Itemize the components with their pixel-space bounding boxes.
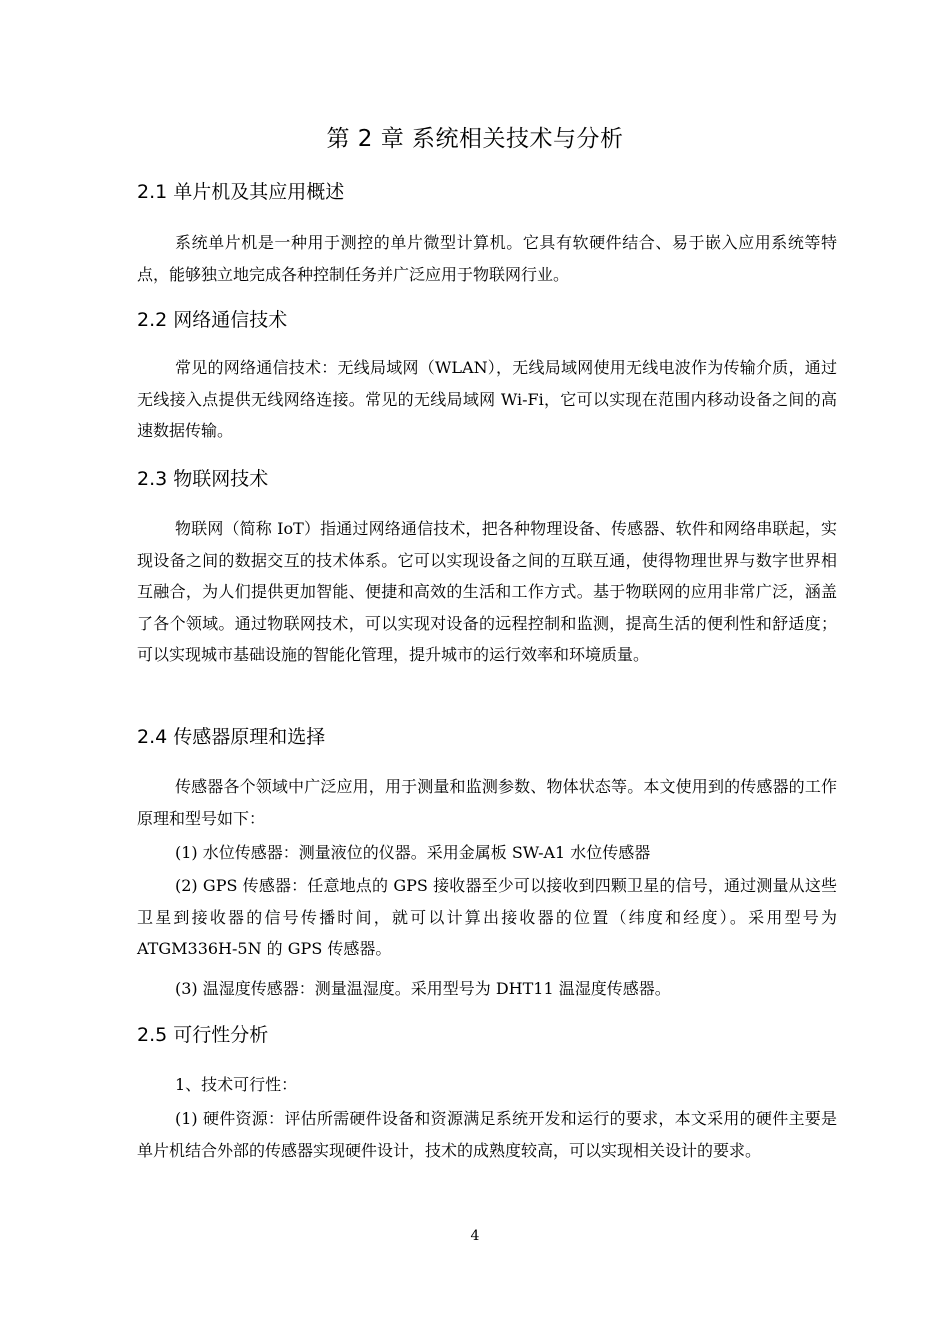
section-heading-2-2: 2.2 网络通信技术 xyxy=(137,309,288,331)
section-heading-2-5: 2.5 可行性分析 xyxy=(137,1024,269,1046)
section-2-4-item-1: (1) 水位传感器：测量液位的仪器。采用金属板 SW-A1 水位传感器 xyxy=(175,843,651,862)
section-2-4-item-3: (3) 温湿度传感器：测量温湿度。采用型号为 DHT11 温湿度传感器。 xyxy=(175,979,671,998)
section-2-4-item-2: (2) GPS 传感器：任意地点的 GPS 接收器至少可以接收到四颗卫星的信号，通过测量从这些卫星到接收器的信号传播时间，就可以计算出接收器的位置（纬度和经度）。采用型号为 ATGM336H-5N 的 GPS 传感器。 xyxy=(137,876,837,958)
section-2-1-paragraph-1: 系统单片机是一种用于测控的单片微型计算机。它具有软硬件结合、易于嵌入应用系统等特点，能够独立地完成各种控制任务并广泛应用于物联网行业。 xyxy=(137,233,837,284)
page-number: 4 xyxy=(470,1228,480,1244)
section-2-2-paragraph-1: 常见的网络通信技术：无线局域网（WLAN），无线局域网使用无线电波作为传输介质，通过无线接入点提供无线网络连接。常见的无线局域网 Wi-Fi，它可以实现在范围内移动设备之间的高速数据传输。 xyxy=(137,358,837,440)
section-2-4-paragraph-1: 传感器各个领域中广泛应用，用于测量和监测参数、物体状态等。本文使用到的传感器的工作原理和型号如下： xyxy=(137,777,837,828)
section-heading-2-3: 2.3 物联网技术 xyxy=(137,468,269,490)
section-heading-2-4: 2.4 传感器原理和选择 xyxy=(137,726,326,748)
section-2-5-item-1: (1) 硬件资源：评估所需硬件设备和资源满足系统开发和运行的要求，本文采用的硬件主要是单片机结合外部的传感器实现硬件设计，技术的成熟度较高，可以实现相关设计的要求。 xyxy=(137,1109,837,1160)
chapter-title: 第 2 章 系统相关技术与分析 xyxy=(326,126,624,152)
section-heading-2-1: 2.1 单片机及其应用概述 xyxy=(137,181,345,203)
section-2-3-paragraph-1: 物联网（简称 IoT）指通过网络通信技术，把各种物理设备、传感器、软件和网络串联起，实现设备之间的数据交互的技术体系。它可以实现设备之间的互联互通，使得物理世界与数字世界相互融合，为人们提供更加智能、便捷和高效的生活和工作方式。基于物联网的应用非常广泛，涵盖了各个领域。通过物联网技术，可以实现对设备的远程控制和监测，提高生活的便利性和舒适度；可以实现城市基础设施的智能化管理，提升城市的运行效率和环境质量。 xyxy=(137,519,837,664)
section-2-5-subheading: 1、技术可行性： xyxy=(175,1075,298,1094)
